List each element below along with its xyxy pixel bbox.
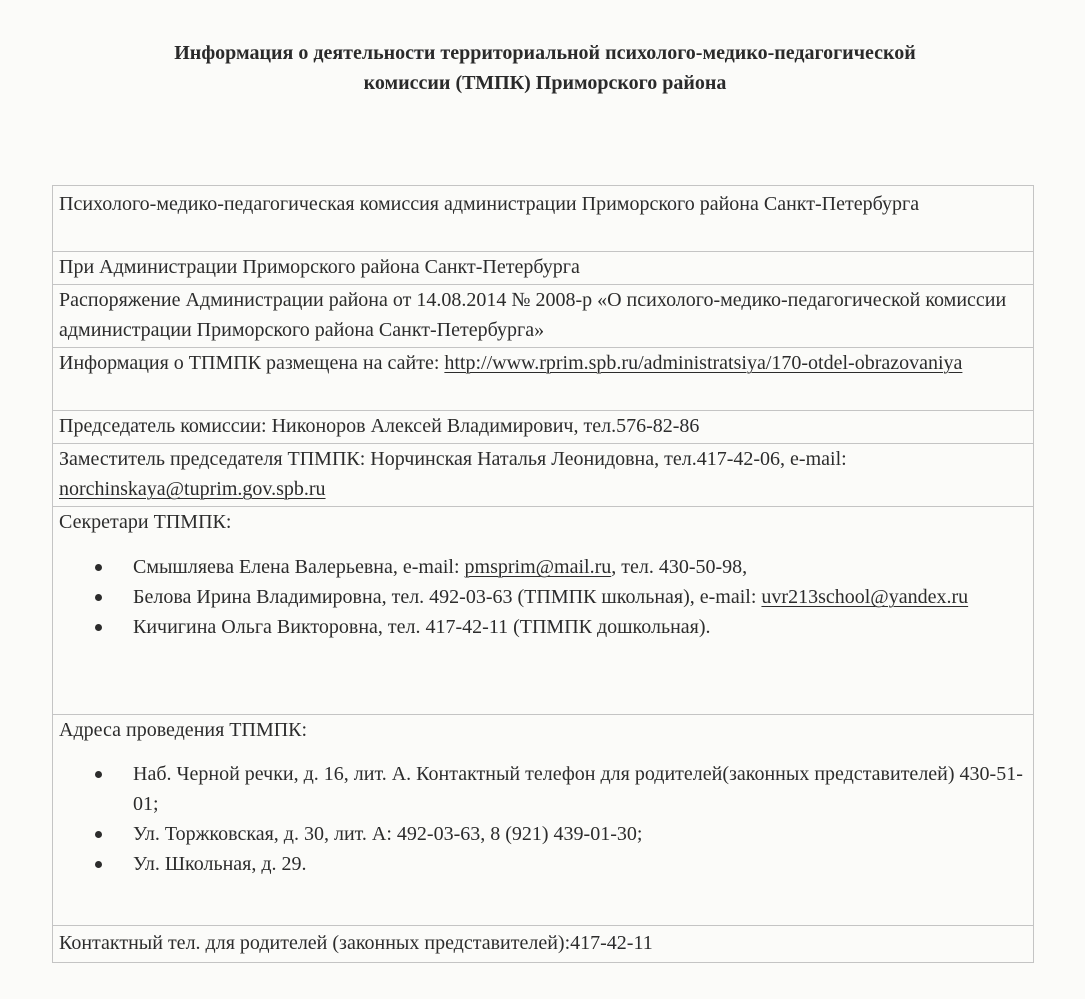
addresses-header: Адреса проведения ТПМПК: (59, 719, 308, 741)
list-item (59, 612, 1023, 642)
table-row (53, 507, 1034, 715)
addresses-list (59, 759, 1023, 879)
deputy-cell (53, 444, 1034, 507)
table-row (53, 411, 1034, 444)
secretary-1-text: Смышляева Елена Валерьевна, e-mail: (133, 556, 465, 578)
table-row (53, 252, 1034, 285)
deputy-text: Заместитель председателя ТПМПК: Норчинская Наталья Леонидовна, тел.417-42-06, e-mail: (59, 448, 847, 470)
chairman-cell: Председатель комиссии: Никоноров Алексей Владимирович, тел.576-82-86 (53, 411, 1034, 444)
info-table (52, 185, 1034, 963)
table-row (53, 926, 1034, 963)
website-label: Информация о ТПМПК размещена на сайте: (59, 352, 445, 374)
page-title-line-2: комиссии (ТМПК) Приморского района (363, 72, 727, 94)
table-row (53, 444, 1034, 507)
list-item: Ул. Торжковская, д. 30, лит. А: 492-03-63, 8 (921) 439-01-30; (59, 819, 1023, 849)
affiliation-cell: При Администрации Приморского района Санкт-Петербурга (53, 252, 1034, 285)
secretaries-cell (53, 507, 1034, 715)
secretary-3-text: Кичигина Ольга Викторовна, тел. 417-42-11 (ТПМПК дошкольная). (133, 616, 711, 638)
list-item (59, 582, 1023, 612)
secretaries-list (59, 552, 1023, 642)
table-row (53, 348, 1034, 411)
list-item: Наб. Черной речки, д. 16, лит. А. Контактный телефон для родителей(законных представителей) 430-51-01; (59, 759, 1023, 819)
page-title-line-1: Информация о деятельности территориальной психолого-медико-педагогической (174, 42, 916, 64)
list-item: Ул. Школьная, д. 29. (59, 849, 1023, 879)
secretary-1-email-link[interactable]: pmsprim@mail.ru (464, 556, 612, 578)
commission-name-cell: Психолого-медико-педагогическая комиссия администрации Приморского района Санкт-Петербурга (53, 186, 1034, 252)
deputy-email-link[interactable]: norchinskaya@tuprim.gov.spb.ru (59, 478, 326, 500)
secretary-2-email-link[interactable]: uvr213school@yandex.ru (761, 586, 969, 608)
list-item (59, 552, 1023, 582)
secretary-1-phone: , тел. 430-50-98, (611, 556, 748, 578)
secretaries-header: Секретари ТПМПК: (59, 511, 232, 533)
contact-cell: Контактный тел. для родителей (законных представителей):417-42-11 (53, 926, 1034, 963)
website-cell (53, 348, 1034, 411)
table-row (53, 715, 1034, 926)
table-row (53, 186, 1034, 252)
page-title (40, 38, 1050, 98)
website-link[interactable]: http://www.rprim.spb.ru/administratsiya/170-otdel-obrazovaniya (444, 352, 963, 374)
addresses-cell (53, 715, 1034, 926)
order-cell: Распоряжение Администрации района от 14.08.2014 № 2008-р «О психолого-медико-педагогической комиссии администрации Приморского района Санкт-Петербурга» (53, 285, 1034, 348)
table-row (53, 285, 1034, 348)
secretary-2-text: Белова Ирина Владимировна, тел. 492-03-63 (ТПМПК школьная), e-mail: (133, 586, 762, 608)
